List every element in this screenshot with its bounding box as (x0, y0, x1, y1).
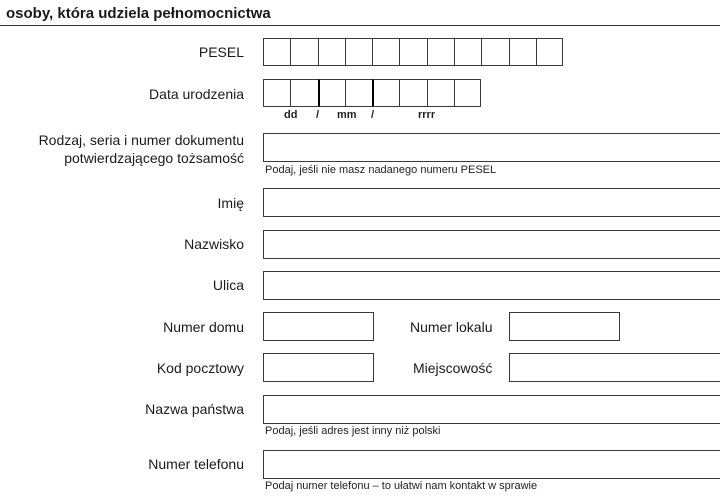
birth-date-cells (263, 79, 481, 107)
pesel-digit-cell[interactable] (509, 38, 536, 66)
phone-hint: Podaj numer telefonu – to ułatwi nam kontakt w sprawie (265, 480, 538, 492)
birth-month-cell[interactable] (345, 79, 372, 107)
date-format-mm: mm (337, 109, 357, 121)
pesel-digit-cell[interactable] (454, 38, 481, 66)
document-label-line2: potwierdzającego tożsamość (64, 150, 244, 166)
pesel-digit-cell[interactable] (536, 38, 563, 66)
birth-day-cell[interactable] (290, 79, 317, 107)
street-field[interactable] (263, 271, 720, 300)
pesel-digit-cell[interactable] (427, 38, 454, 66)
pesel-digit-cell[interactable] (263, 38, 290, 66)
last-name-field[interactable] (263, 230, 720, 259)
first-name-field[interactable] (263, 188, 720, 217)
document-hint: Podaj, jeśli nie masz nadanego numeru PESEL (265, 164, 497, 176)
pesel-digit-cell[interactable] (290, 38, 317, 66)
pesel-label: PESEL (198, 44, 244, 60)
birth-month-cell[interactable] (318, 79, 345, 107)
section-title: osoby, która udziela pełnomocnictwa (6, 5, 271, 22)
city-field[interactable] (509, 353, 720, 382)
house-number-field[interactable] (263, 312, 374, 341)
house-number-label: Numer domu (163, 319, 244, 335)
date-format-dd: dd (284, 109, 298, 121)
country-hint: Podaj, jeśli adres jest inny niż polski (265, 425, 441, 437)
street-label: Ulica (212, 277, 244, 293)
apartment-number-field[interactable] (509, 312, 620, 341)
country-label: Nazwa państwa (145, 401, 244, 417)
pesel-digit-cell[interactable] (345, 38, 372, 66)
title-divider (0, 25, 720, 26)
date-format-separator: / (316, 109, 320, 121)
city-label: Miejscowość (413, 360, 493, 376)
pesel-digit-cell[interactable] (318, 38, 345, 66)
birth-year-cell[interactable] (454, 79, 481, 107)
date-format-yyyy: rrrr (418, 109, 436, 121)
birth-day-cell[interactable] (263, 79, 290, 107)
postal-code-field[interactable] (263, 353, 374, 382)
birth-year-cell[interactable] (372, 79, 399, 107)
pesel-digit-cell[interactable] (372, 38, 399, 66)
pesel-digit-cell[interactable] (481, 38, 508, 66)
first-name-label: Imię (217, 195, 244, 211)
pesel-digit-cell[interactable] (399, 38, 426, 66)
phone-label: Numer telefonu (148, 456, 244, 472)
phone-field[interactable] (263, 450, 720, 479)
last-name-label: Nazwisko (184, 236, 244, 252)
date-format-separator: / (371, 109, 375, 121)
birth-year-cell[interactable] (427, 79, 454, 107)
country-field[interactable] (263, 395, 720, 424)
pesel-cells (263, 38, 563, 66)
document-label-line1: Rodzaj, seria i numer dokumentu (38, 132, 244, 148)
postal-code-label: Kod pocztowy (156, 360, 244, 376)
apartment-number-label: Numer lokalu (410, 319, 493, 335)
birth-year-cell[interactable] (399, 79, 426, 107)
birth-date-label: Data urodzenia (149, 86, 244, 102)
document-field[interactable] (263, 133, 720, 162)
